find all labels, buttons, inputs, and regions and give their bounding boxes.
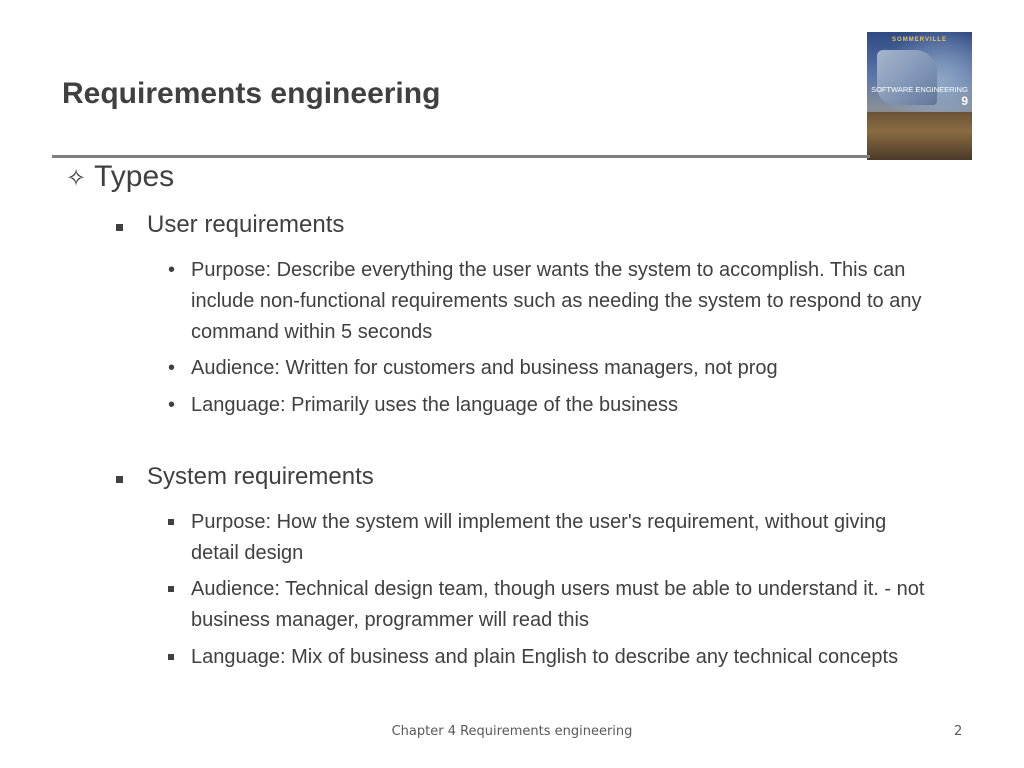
system-requirements-heading: System requirements [147,463,374,490]
page-number: 2 [954,724,963,739]
round-bullet-icon: • [168,259,176,281]
system-req-audience: Audience: Technical design team, though users must be able to understand it. - not business manager, programmer will read this [191,578,925,631]
user-req-language: Language: Primarily uses the language of the business [191,394,678,416]
user-req-purpose: Purpose: Describe everything the user wants the system to accomplish. This can include non-functional requirements such as needing the system to respond to any command within 5 seconds [191,259,922,343]
square-bullet-icon [168,586,174,592]
round-bullet-icon: • [168,394,176,416]
cover-edition: 9 [961,94,968,108]
user-req-audience: Audience: Written for customers and business managers, not prog [191,357,778,379]
cover-lower-band [867,112,972,160]
square-bullet-icon [168,519,174,525]
slide-footer: Chapter 4 Requirements engineering [391,724,633,739]
cover-title: SOFTWARE ENGINEERING [871,85,968,94]
square-bullet-icon [116,224,123,231]
level1-bullet [66,160,174,194]
square-bullet-icon [168,654,174,660]
book-cover-image [867,32,972,160]
title-divider [52,155,870,158]
user-requirements-heading: User requirements [147,211,345,238]
cover-building-graphic [877,50,937,105]
system-req-language: Language: Mix of business and plain English to describe any technical concepts [191,646,899,668]
slide-title: Requirements engineering [62,77,441,110]
system-req-purpose: Purpose: How the system will implement the user's requirement, without giving detail design [191,511,887,564]
square-bullet-icon [116,476,123,483]
star-bullet-icon: ✧ [66,165,87,192]
level1-label: Types [94,160,175,193]
cover-author: SOMMERVILLE [892,37,947,43]
round-bullet-icon: • [168,357,176,379]
